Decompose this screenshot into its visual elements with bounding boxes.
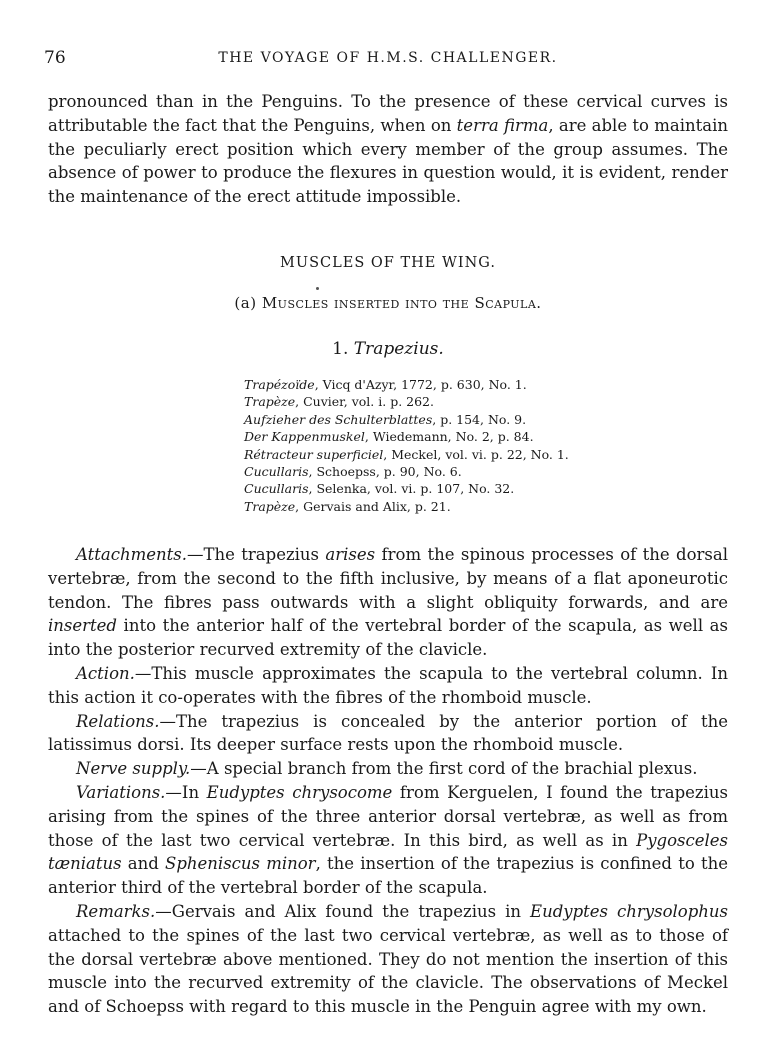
intro-text-1: pronounced than in the Penguins. To the presence of these cervical curves is attributable the fact that the Penguins, when on bbox=[48, 92, 728, 135]
page-number: 76 bbox=[44, 48, 66, 68]
variations-label: Variations. bbox=[76, 782, 166, 802]
reference-item: Trapèze, Gervais and Alix, p. 21. bbox=[244, 498, 451, 514]
attachments-label: Attachments. bbox=[76, 545, 187, 564]
subsection-text: Muscles inserted into the Scapula. bbox=[261, 294, 542, 312]
muscle-name: Trapezius. bbox=[353, 339, 444, 359]
reference-item: Der Kappenmuskel, Wiedemann, No. 2, p. 84. bbox=[244, 429, 534, 445]
reference-item: Aufzieher des Schulterblattes, p. 154, No. 9. bbox=[244, 411, 527, 427]
attachments-paragraph: Attachments.—The trapezius arises from the spinous processes of the dorsal vertebræ, from the second to the fifth inclusive, by means of a flat aponeurotic tendon. The fibres pass outwards with a slight obliquity forwards, and are inserted into the anterior half of the vertebral border of the scapula, as well as into the posterior recurved extremity of the clavicle. bbox=[48, 545, 729, 660]
nerve-label: Nerve supply. bbox=[76, 759, 191, 779]
variations-paragraph: Variations.—In Eudyptes chrysocome from Kerguelen, I found the trapezius arising from the spines of the three anterior dorsal vertebræ, as well as from those of the last two cervical vertebræ. In this bird, as well as in Pygosceles tæniatus and Spheniscus minor, the insertion of the trapezius is confined to the anterior third of the vertebral border of the scapula. bbox=[48, 782, 728, 898]
subsection-title bbox=[0, 294, 776, 312]
intro-italic: terra firma bbox=[456, 115, 549, 135]
reference-item: Trapèze, Cuvier, vol. i. p. 262. bbox=[244, 394, 434, 410]
section-title: MUSCLES OF THE WING. bbox=[280, 255, 496, 271]
action-paragraph: Action.—This muscle approximates the scapula to the vertebral column. In this action it co-operates with the fibres of the rhomboid muscle. bbox=[48, 663, 728, 707]
nerve-paragraph: Nerve supply.—A special branch from the first cord of the brachial plexus. bbox=[76, 759, 698, 779]
remarks-paragraph: Remarks.—Gervais and Alix found the trapezius in Eudyptes chrysolophus attached to the spines of the last two cervical vertebræ, as well as to those of the dorsal vertebræ above mentioned. They do not mention the insertion of this muscle into the recurved extremity of the clavicle. The observations of Meckel and of Schoepss with regard to this muscle in the Penguin agree with my own. bbox=[48, 901, 729, 1017]
running-head: THE VOYAGE OF H.M.S. CHALLENGER. bbox=[218, 50, 558, 66]
muscle-heading bbox=[0, 339, 776, 359]
synonym-references bbox=[244, 376, 704, 515]
remarks-label: Remarks. bbox=[76, 901, 156, 921]
reference-item: Trapézoïde, Vicq d'Azyr, 1772, p. 630, No. 1. bbox=[244, 377, 527, 392]
decorative-dot bbox=[316, 287, 319, 290]
relations-paragraph: Relations.—The trapezius is concealed by the anterior portion of the latissimus dorsi. Its deeper surface rests upon the rhomboid muscle. bbox=[48, 711, 728, 755]
reference-item: Cucullaris, Schoepss, p. 90, No. 6. bbox=[244, 464, 462, 480]
reference-item: Cucullaris, Selenka, vol. vi. p. 107, No. 32. bbox=[244, 481, 515, 497]
muscle-number: 1. bbox=[332, 339, 354, 359]
intro-paragraph bbox=[48, 90, 728, 209]
body-text bbox=[48, 543, 728, 1019]
intro-text-2: , are able to maintain the peculiarly erect position which every member of the group assumes. The absence of power to produce the flexures in question would, it is evident, render the maintenance of the erect attitude impossible. bbox=[48, 115, 728, 207]
relations-label: Relations. bbox=[76, 711, 160, 731]
action-label: Action. bbox=[76, 663, 135, 683]
reference-item: Rétracteur superficiel, Meckel, vol. vi. p. 22, No. 1. bbox=[244, 446, 569, 462]
subsection-prefix: (a) bbox=[234, 294, 262, 312]
page-header bbox=[0, 48, 776, 72]
